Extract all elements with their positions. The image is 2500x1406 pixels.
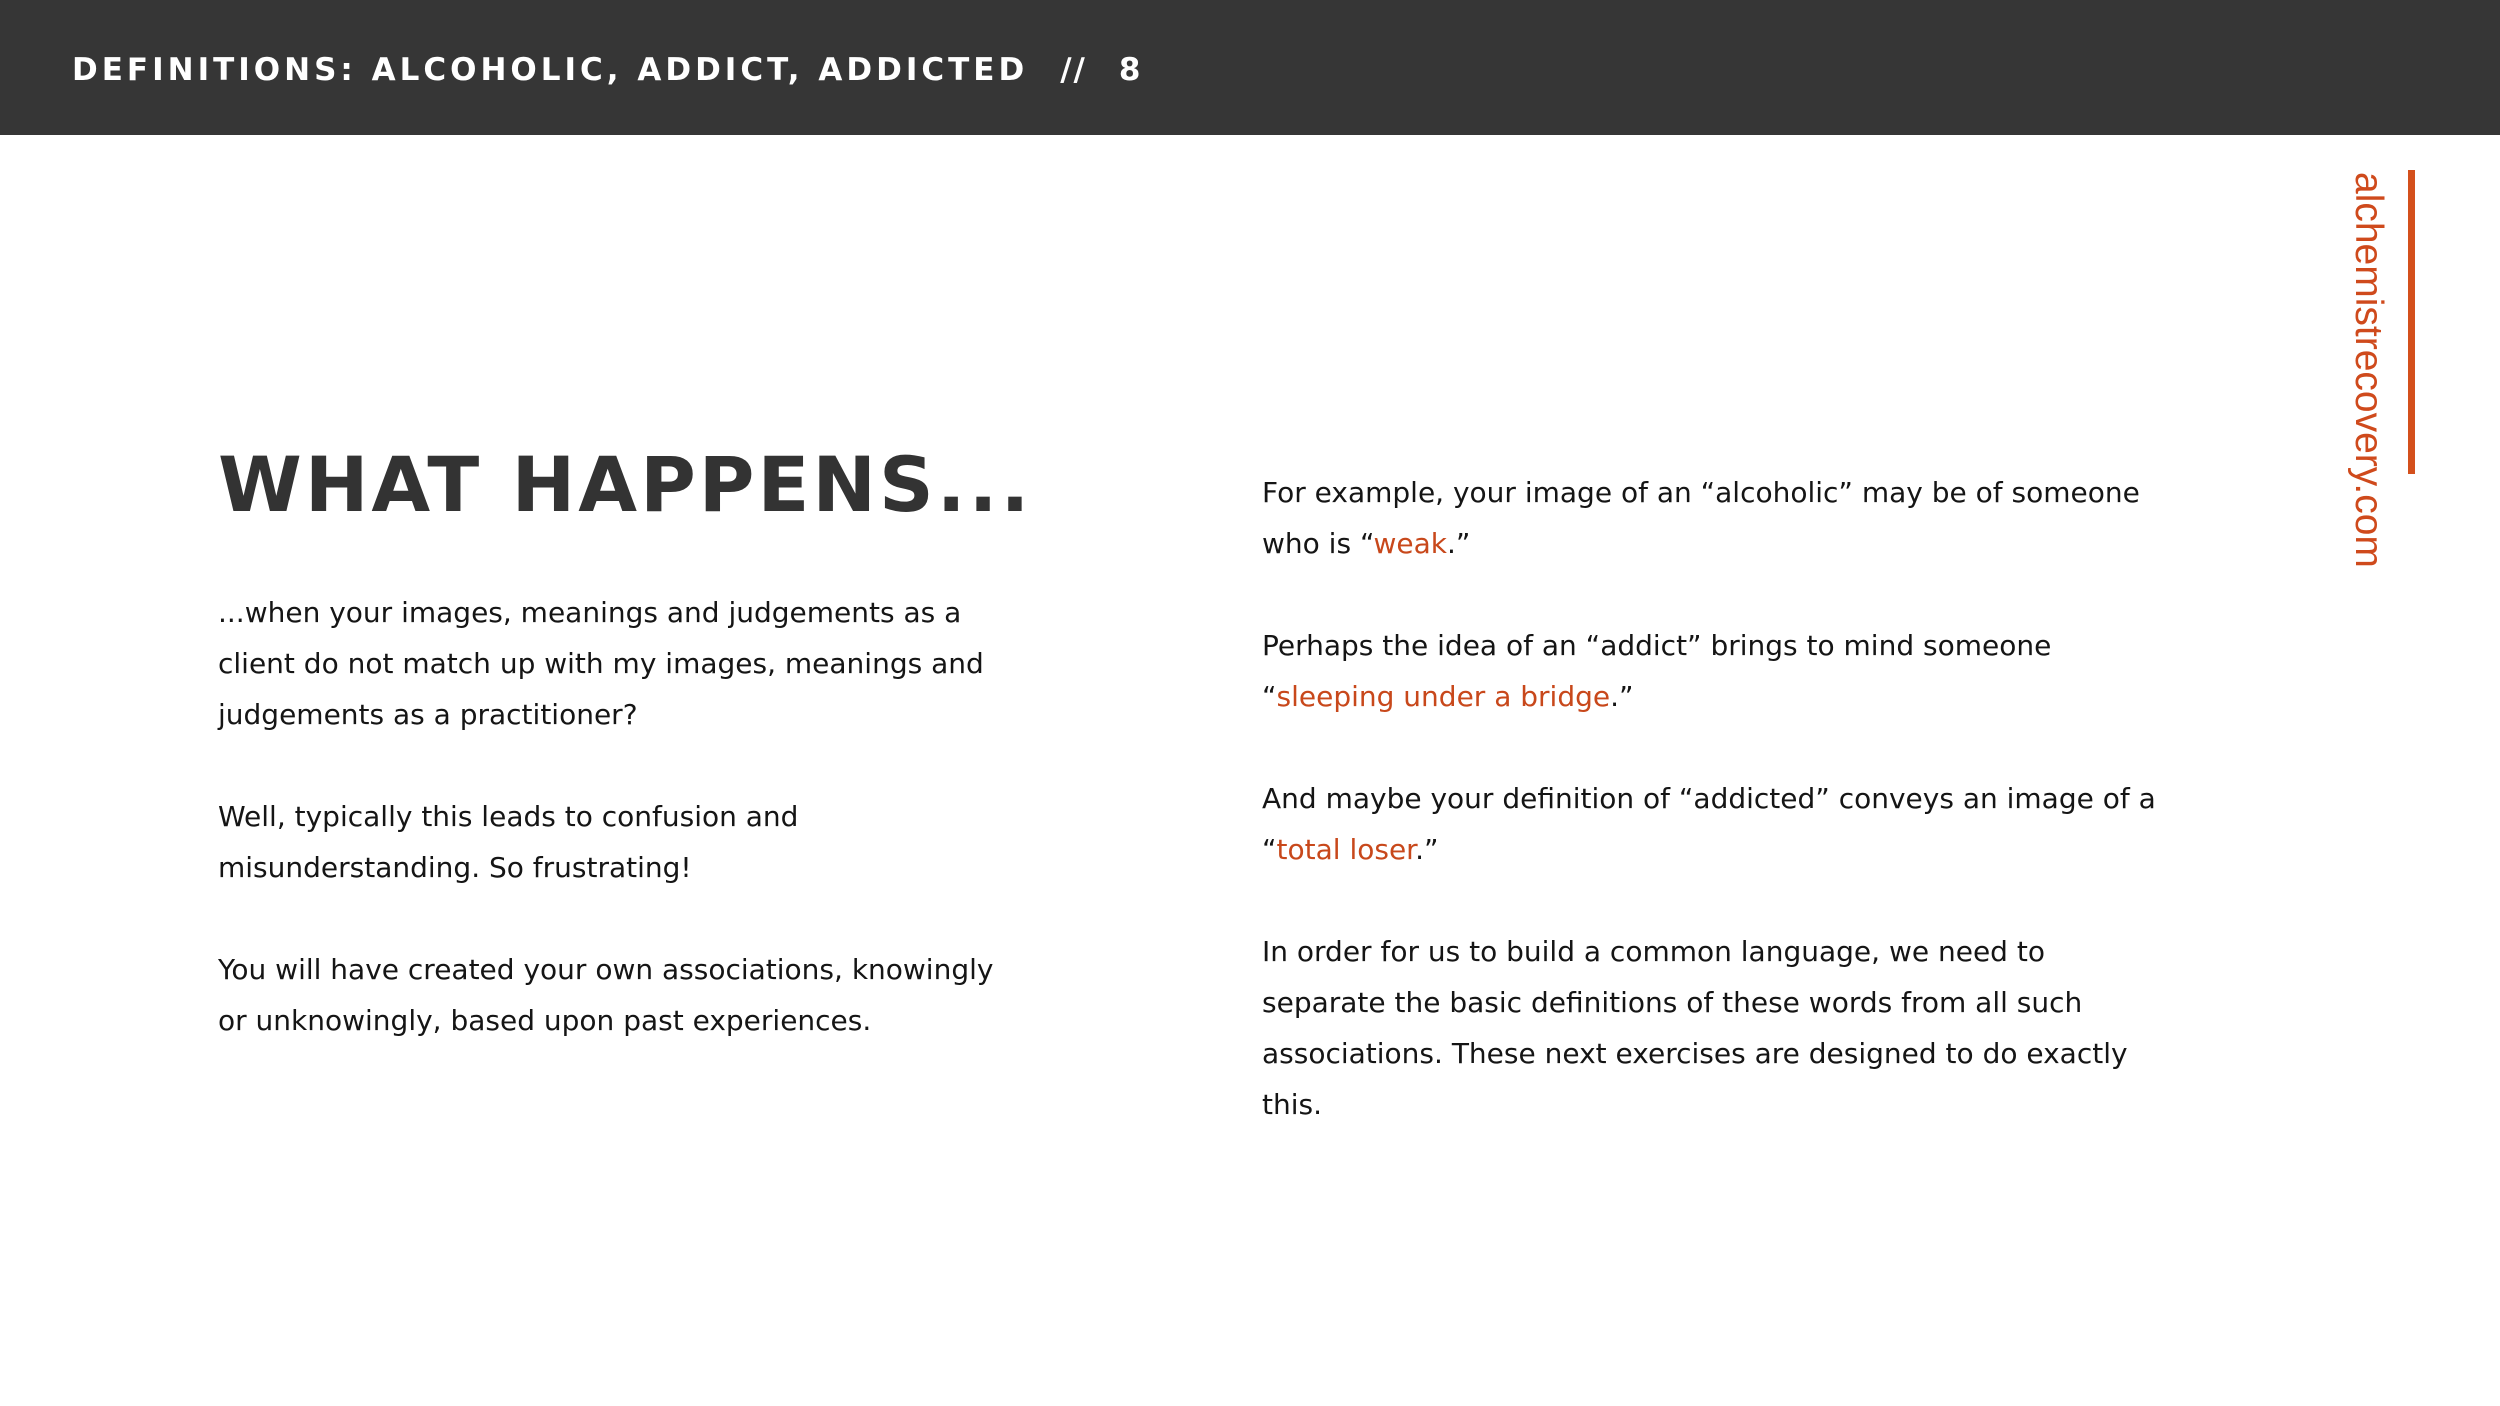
- addict-example-end: .”: [1610, 680, 1634, 713]
- intro-paragraph: ...when your images, meanings and judgements as a client do not match up with my images, meanings and judgements as a practitioner?: [218, 596, 984, 731]
- left-column: [218, 587, 1018, 1097]
- header-title: [72, 50, 1144, 90]
- addict-example-text: Perhaps the idea of an “addict” brings to mind someone “: [1262, 629, 2052, 713]
- addict-example: [1262, 620, 2172, 722]
- alcoholic-example: [1262, 467, 2172, 569]
- header-separator: //: [1060, 52, 1087, 88]
- website-link[interactable]: alchemistrecovery.com: [2347, 172, 2390, 568]
- alcoholic-example-text: For example, your image of an “alcoholic” may be of someone who is “: [1262, 476, 2140, 560]
- addicted-example-text: And maybe your definition of “addicted” conveys an image of a “: [1262, 782, 2156, 866]
- addicted-example: [1262, 773, 2172, 875]
- header-bar: [0, 0, 2500, 135]
- accent-rule: [2408, 170, 2415, 474]
- addict-highlight: sleeping under a bridge: [1276, 680, 1611, 713]
- confusion-paragraph: Well, typically this leads to confusion and misunderstanding. So frustrating!: [218, 800, 799, 884]
- right-column: [1262, 467, 2172, 1181]
- page-headline: WHAT HAPPENS...: [218, 440, 1033, 529]
- alcoholic-example-end: .”: [1446, 527, 1471, 560]
- closing-paragraph: In order for us to build a common language, we need to separate the basic definitions of these words from all such associations. These next exercises are designed to do exactly this.: [1262, 935, 2128, 1121]
- addicted-example-end: .”: [1415, 833, 1439, 866]
- associations-paragraph: You will have created your own associations, knowingly or unknowingly, based upon past experiences.: [218, 953, 994, 1037]
- alcoholic-highlight: weak: [1373, 527, 1447, 560]
- section-title: DEFINITIONS: ALCOHOLIC, ADDICT, ADDICTED: [72, 52, 1029, 88]
- page-number: 8: [1118, 52, 1145, 88]
- addicted-highlight: total loser: [1276, 833, 1416, 866]
